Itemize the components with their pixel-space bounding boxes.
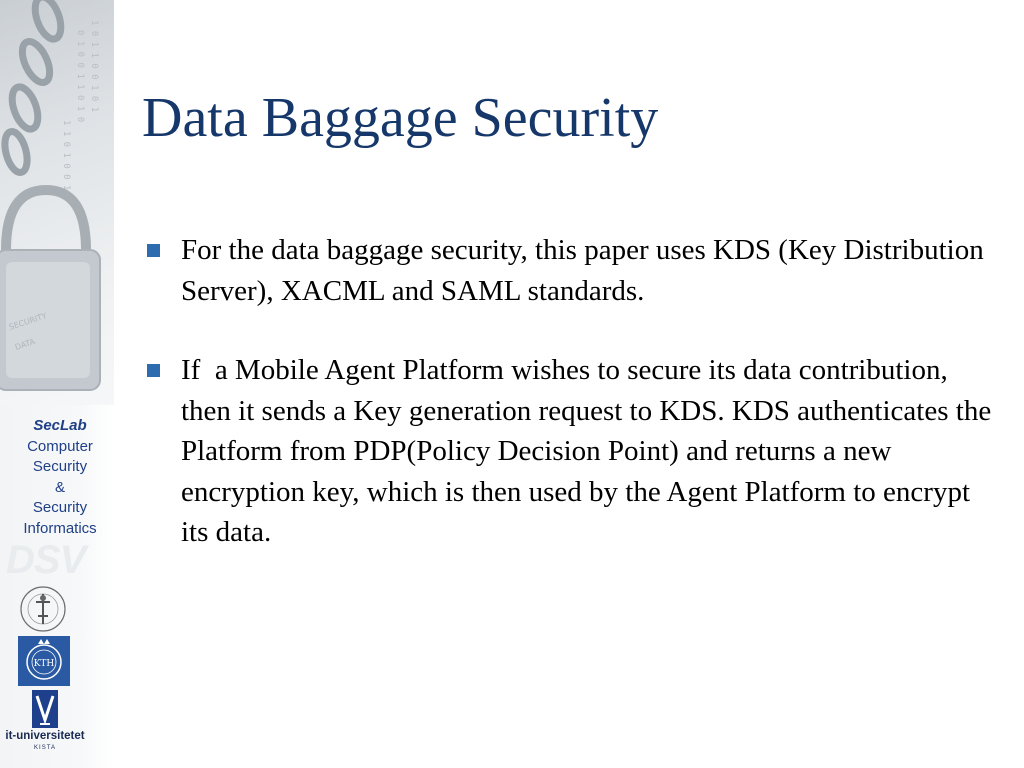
it-universitetet-emblem-icon <box>4 690 86 730</box>
seclab-line: & <box>54 478 65 496</box>
dsv-watermark: DSV <box>6 538 86 582</box>
it-universitetet-logo <box>4 690 86 760</box>
padlock-chain-illustration <box>0 0 114 405</box>
padlock-banner-image <box>0 0 114 405</box>
kth-logo-text: KTH <box>33 659 55 669</box>
seclab-brand: SecLab <box>33 417 87 434</box>
university-subtitle: KISTA <box>34 745 56 751</box>
seclab-line: Security <box>32 499 88 516</box>
kth-logo <box>18 636 70 686</box>
svg-text:1 1 0 1 0 0 1 0: 1 1 0 1 0 0 1 0 <box>61 120 71 202</box>
bullet-item <box>146 350 1002 553</box>
svg-text:SECURITY: SECURITY <box>7 311 48 332</box>
square-bullet-icon <box>147 244 160 257</box>
seclab-line: Computer <box>27 437 93 455</box>
university-name: it-universitetet <box>5 730 85 742</box>
bullet-text: If a Mobile Agent Platform wishes to secure its data contribution, then it sends a Key generation request to KDS. KDS authenticates the Platform from PDP(Policy Decision Point) and returns a new encryption key, which is then used by the Agent Platform to encrypt its data. <box>181 354 999 548</box>
seclab-line: Security <box>32 458 88 475</box>
seclab-line: Informatics <box>23 519 97 537</box>
slide-title: Data Baggage Security <box>142 87 659 149</box>
svg-text:1 0 1 1 0 0 1 0 1: 1 0 1 1 0 0 1 0 1 <box>89 20 99 113</box>
bullet-item <box>146 230 1002 311</box>
seclab-label <box>0 416 120 539</box>
bullet-list <box>146 230 1002 592</box>
svg-text:DATA: DATA <box>13 336 37 352</box>
bullet-text: For the data baggage security, this paper uses KDS (Key Distribution Server), XACML and SAML standards. <box>181 234 991 307</box>
sidebar <box>0 0 114 768</box>
svg-text:0 1 0 0 1 1 0 1 0: 0 1 0 0 1 1 0 1 0 <box>75 30 85 123</box>
stockholm-university-seal-logo <box>14 584 72 634</box>
square-bullet-icon <box>147 364 160 377</box>
